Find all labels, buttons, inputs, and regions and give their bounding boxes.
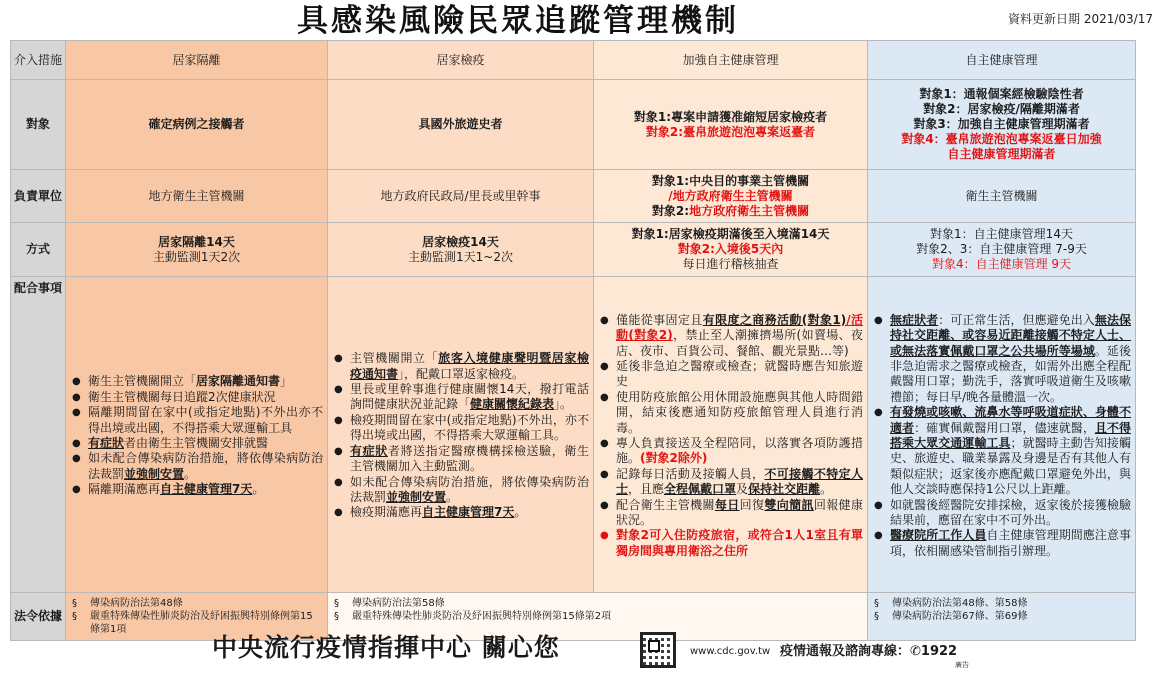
law-c1-item2: § 嚴重特殊傳染性肺炎防治及紓困振興特別條例第15條第1項 <box>72 610 321 636</box>
unit-c4: 衛生主管機關 <box>868 170 1136 223</box>
list-item: ● 檢疫期滿應再自主健康管理7天。 <box>334 505 589 520</box>
list-item: ● 隔離期滿應再自主健康管理7天。 <box>72 482 323 497</box>
unit-c3-line1: 對象1:中央目的事業主管機關 <box>651 173 810 188</box>
method-c1 <box>66 223 328 277</box>
list-item: ● 隔離期間留在家中(或指定地點)不外出亦不得出境或出國，不得搭乘大眾運輸工具 <box>72 405 323 436</box>
method-c4-line1: 對象1：自主健康管理14天 <box>930 227 1073 241</box>
tracking-table <box>10 40 1136 641</box>
method-c4-line3: 對象4：自主健康管理 9天 <box>931 257 1072 271</box>
list-item: ● 有發燒或咳嗽、流鼻水等呼吸道症狀、身體不適者：確實佩戴醫用口罩，儘速就醫，且不得搭乘大眾交通運輸工具；就醫時主動告知接觸史、旅遊史、職業暴露及身邊是否有其他人有類似症狀；返家後亦應配戴口罩避免外出，與他人交談時應保持1公尺以上距離。 <box>874 405 1131 497</box>
target-c2: 具國外旅遊史者 <box>328 80 594 170</box>
list-item: ● 延後非急迫之醫療或檢查；就醫時應告知旅遊史 <box>600 359 863 390</box>
method-c3-line3: 每日進行稽核抽查 <box>682 257 779 271</box>
row-label-unit: 負責單位 <box>11 170 66 223</box>
list-item: ● 有症狀者將送指定醫療機構採檢送驗，衛生主管機關加入主動監測。 <box>334 444 589 475</box>
target-c4 <box>868 80 1136 170</box>
target-c1: 確定病例之接觸者 <box>66 80 328 170</box>
unit-c1: 地方衛生主管機關 <box>66 170 328 223</box>
phone-icon: ✆ <box>910 644 921 659</box>
col-header-home-isolation: 居家隔離 <box>66 41 328 80</box>
unit-c3-line3b: 地方政府衛生主管機關 <box>689 203 810 218</box>
law-c23-item2: § 嚴重特殊傳染性肺炎防治及紓困振興特別條例第15條第2項 <box>334 610 861 623</box>
row-label-target: 對象 <box>11 80 66 170</box>
measures-c4 <box>868 277 1136 593</box>
method-c4 <box>868 223 1136 277</box>
row-label-law: 法令依據 <box>11 593 66 641</box>
method-c2 <box>328 223 594 277</box>
method-c1-line1: 居家隔離14天 <box>158 234 235 249</box>
measures-row <box>11 277 1136 593</box>
list-item: ● 配合衛生主管機關每日回復雙向簡訊回報健康狀況。 <box>600 498 863 529</box>
row-label-measures: 配合事項 <box>11 277 66 593</box>
list-item: ● 對象2可入住防疫旅宿，或符合1人1室且有單獨房間與專用衛浴之住所 <box>600 528 863 559</box>
unit-c2: 地方政府民政局/里長或里幹事 <box>328 170 594 223</box>
method-c4-line2: 對象2、3：自主健康管理 7-9天 <box>916 242 1087 256</box>
target-row <box>11 80 1136 170</box>
col-header-home-quarantine: 居家檢疫 <box>328 41 594 80</box>
hotline-label: 疫情通報及諮詢專線： <box>780 644 911 659</box>
list-item: ● 檢疫期間留在家中(或指定地點)不外出，亦不得出境或出國，不得搭乘大眾運輸工具。 <box>334 413 589 444</box>
method-c3 <box>594 223 868 277</box>
list-item: ● 里長或里幹事進行健康關懷14天，撥打電話詢問健康狀況並記錄「健康關懷紀錄表」。 <box>334 382 589 413</box>
qr-code-icon[interactable] <box>640 632 676 668</box>
list-item: ● 醫療院所工作人員自主健康管理期間應注意事項，依相關感染管制指引辦理。 <box>874 528 1131 559</box>
list-item: ● 有症狀者由衛生主管機關安排就醫 <box>72 436 323 451</box>
list-item: ● 主管機關開立「旅客入境健康聲明暨居家檢疫通知書」，配戴口罩返家檢疫。 <box>334 351 589 382</box>
list-item: ● 記錄每日活動及接觸人員，不可接觸不特定人士，且應全程佩戴口罩及保持社交距離。 <box>600 467 863 498</box>
law-c23-item1: § 傳染病防治法第58條 <box>334 597 861 610</box>
law-c1-item1: § 傳染病防治法第48條 <box>72 597 321 610</box>
list-item: ● 無症狀者：可正常生活，但應避免出入無法保持社交距離、或容易近距離接觸不特定人士、或無法落實佩戴口罩之公共場所等場域。延後非急迫需求之醫療或檢查，如需外出應全程配戴醫用口罩；勤洗手，落實呼吸道衛生及咳嗽禮節；每日早/晚各量體溫一次。 <box>874 313 1131 405</box>
unit-c3-line3 <box>594 204 867 219</box>
header-row <box>11 41 1136 80</box>
method-c3-line1: 對象1:居家檢疫期滿後至入境滿14天 <box>631 227 830 241</box>
target-c3-line1: 對象1:專案申請獲准縮短居家檢疫者 <box>633 109 828 124</box>
target-c4-line4: 對象4：臺帛旅遊泡泡專案返臺日加強 <box>901 132 1102 146</box>
law-c4-item2: § 傳染病防治法第67條、第69條 <box>874 610 1129 623</box>
unit-c3-line3a: 對象2: <box>651 203 690 218</box>
unit-row <box>11 170 1136 223</box>
footer-slogan: 中央流行疫情指揮中心 關心您 <box>212 633 560 662</box>
list-item: ● 僅能從事固定且有限度之商務活動(對象1)/活動(對象2)，禁止至人潮擁擠場所(如賣場、夜店、夜市、百貨公司、餐館、觀光景點…等) <box>600 313 863 359</box>
target-c4-line1: 對象1：通報個案經檢驗陰性者 <box>919 87 1084 101</box>
row-label-method: 方式 <box>11 223 66 277</box>
list-item: ● 如未配合傳染病防治措施，將依傳染病防治法裁罰並強制安置。 <box>334 475 589 506</box>
col-header-self-health: 自主健康管理 <box>868 41 1136 80</box>
list-item: ● 如未配合傳染病防治措施，將依傳染病防治法裁罰並強制安置。 <box>72 451 323 482</box>
target-c4-line5: 自主健康管理期滿者 <box>947 147 1056 161</box>
list-item: ● 衛生主管機關開立「居家隔離通知書」 <box>72 374 323 389</box>
measures-c3 <box>594 277 868 593</box>
page-title: 具感染風險民眾追蹤管理機制 <box>297 3 739 39</box>
unit-c3-line2: /地方政府衛生主管機關 <box>668 188 793 203</box>
method-row <box>11 223 1136 277</box>
target-c3-line2: 對象2:臺帛旅遊泡泡專案返臺者 <box>645 124 816 139</box>
list-item: ● 專人負責接送及全程陪同，以落實各項防護措施。(對象2除外) <box>600 436 863 467</box>
method-c2-line2: 主動監測1天1~2次 <box>408 249 513 264</box>
target-c4-line3: 對象3：加強自主健康管理期滿者 <box>913 117 1090 131</box>
update-date: 資料更新日期 2021/03/17 <box>1008 12 1153 26</box>
hotline-number: 1922 <box>920 644 958 659</box>
measures-c2 <box>328 277 594 593</box>
law-c4 <box>868 593 1136 641</box>
method-c2-line1: 居家檢疫14天 <box>422 234 499 249</box>
list-item: ● 衛生主管機關每日追蹤2次健康狀況 <box>72 390 323 405</box>
row-label-measures-type: 介入措施 <box>11 41 66 80</box>
target-c3 <box>594 80 868 170</box>
measures-c1 <box>66 277 328 593</box>
method-c3-line2: 對象2:入境後5天內 <box>677 242 784 256</box>
law-row <box>11 593 1136 641</box>
ad-label: 廣告 <box>955 661 969 669</box>
unit-c3 <box>594 170 868 223</box>
cdc-url-link[interactable]: www.cdc.gov.tw <box>690 646 771 657</box>
target-c4-line2: 對象2：居家檢疫/隔離期滿者 <box>923 102 1080 116</box>
hotline <box>780 640 957 659</box>
list-item: ● 如就醫後經醫院安排採檢，返家後於接獲檢驗結果前，應留在家中不可外出。 <box>874 498 1131 529</box>
method-c1-line2: 主動監測1天2次 <box>152 249 241 264</box>
col-header-enhanced-self-health: 加強自主健康管理 <box>594 41 868 80</box>
law-c4-item1: § 傳染病防治法第48條、第58條 <box>874 597 1129 610</box>
list-item: ● 使用防疫旅館公用休閒設施應與其他人時間錯開，結束後應通知防疫旅館管理人員進行消毒。 <box>600 390 863 436</box>
